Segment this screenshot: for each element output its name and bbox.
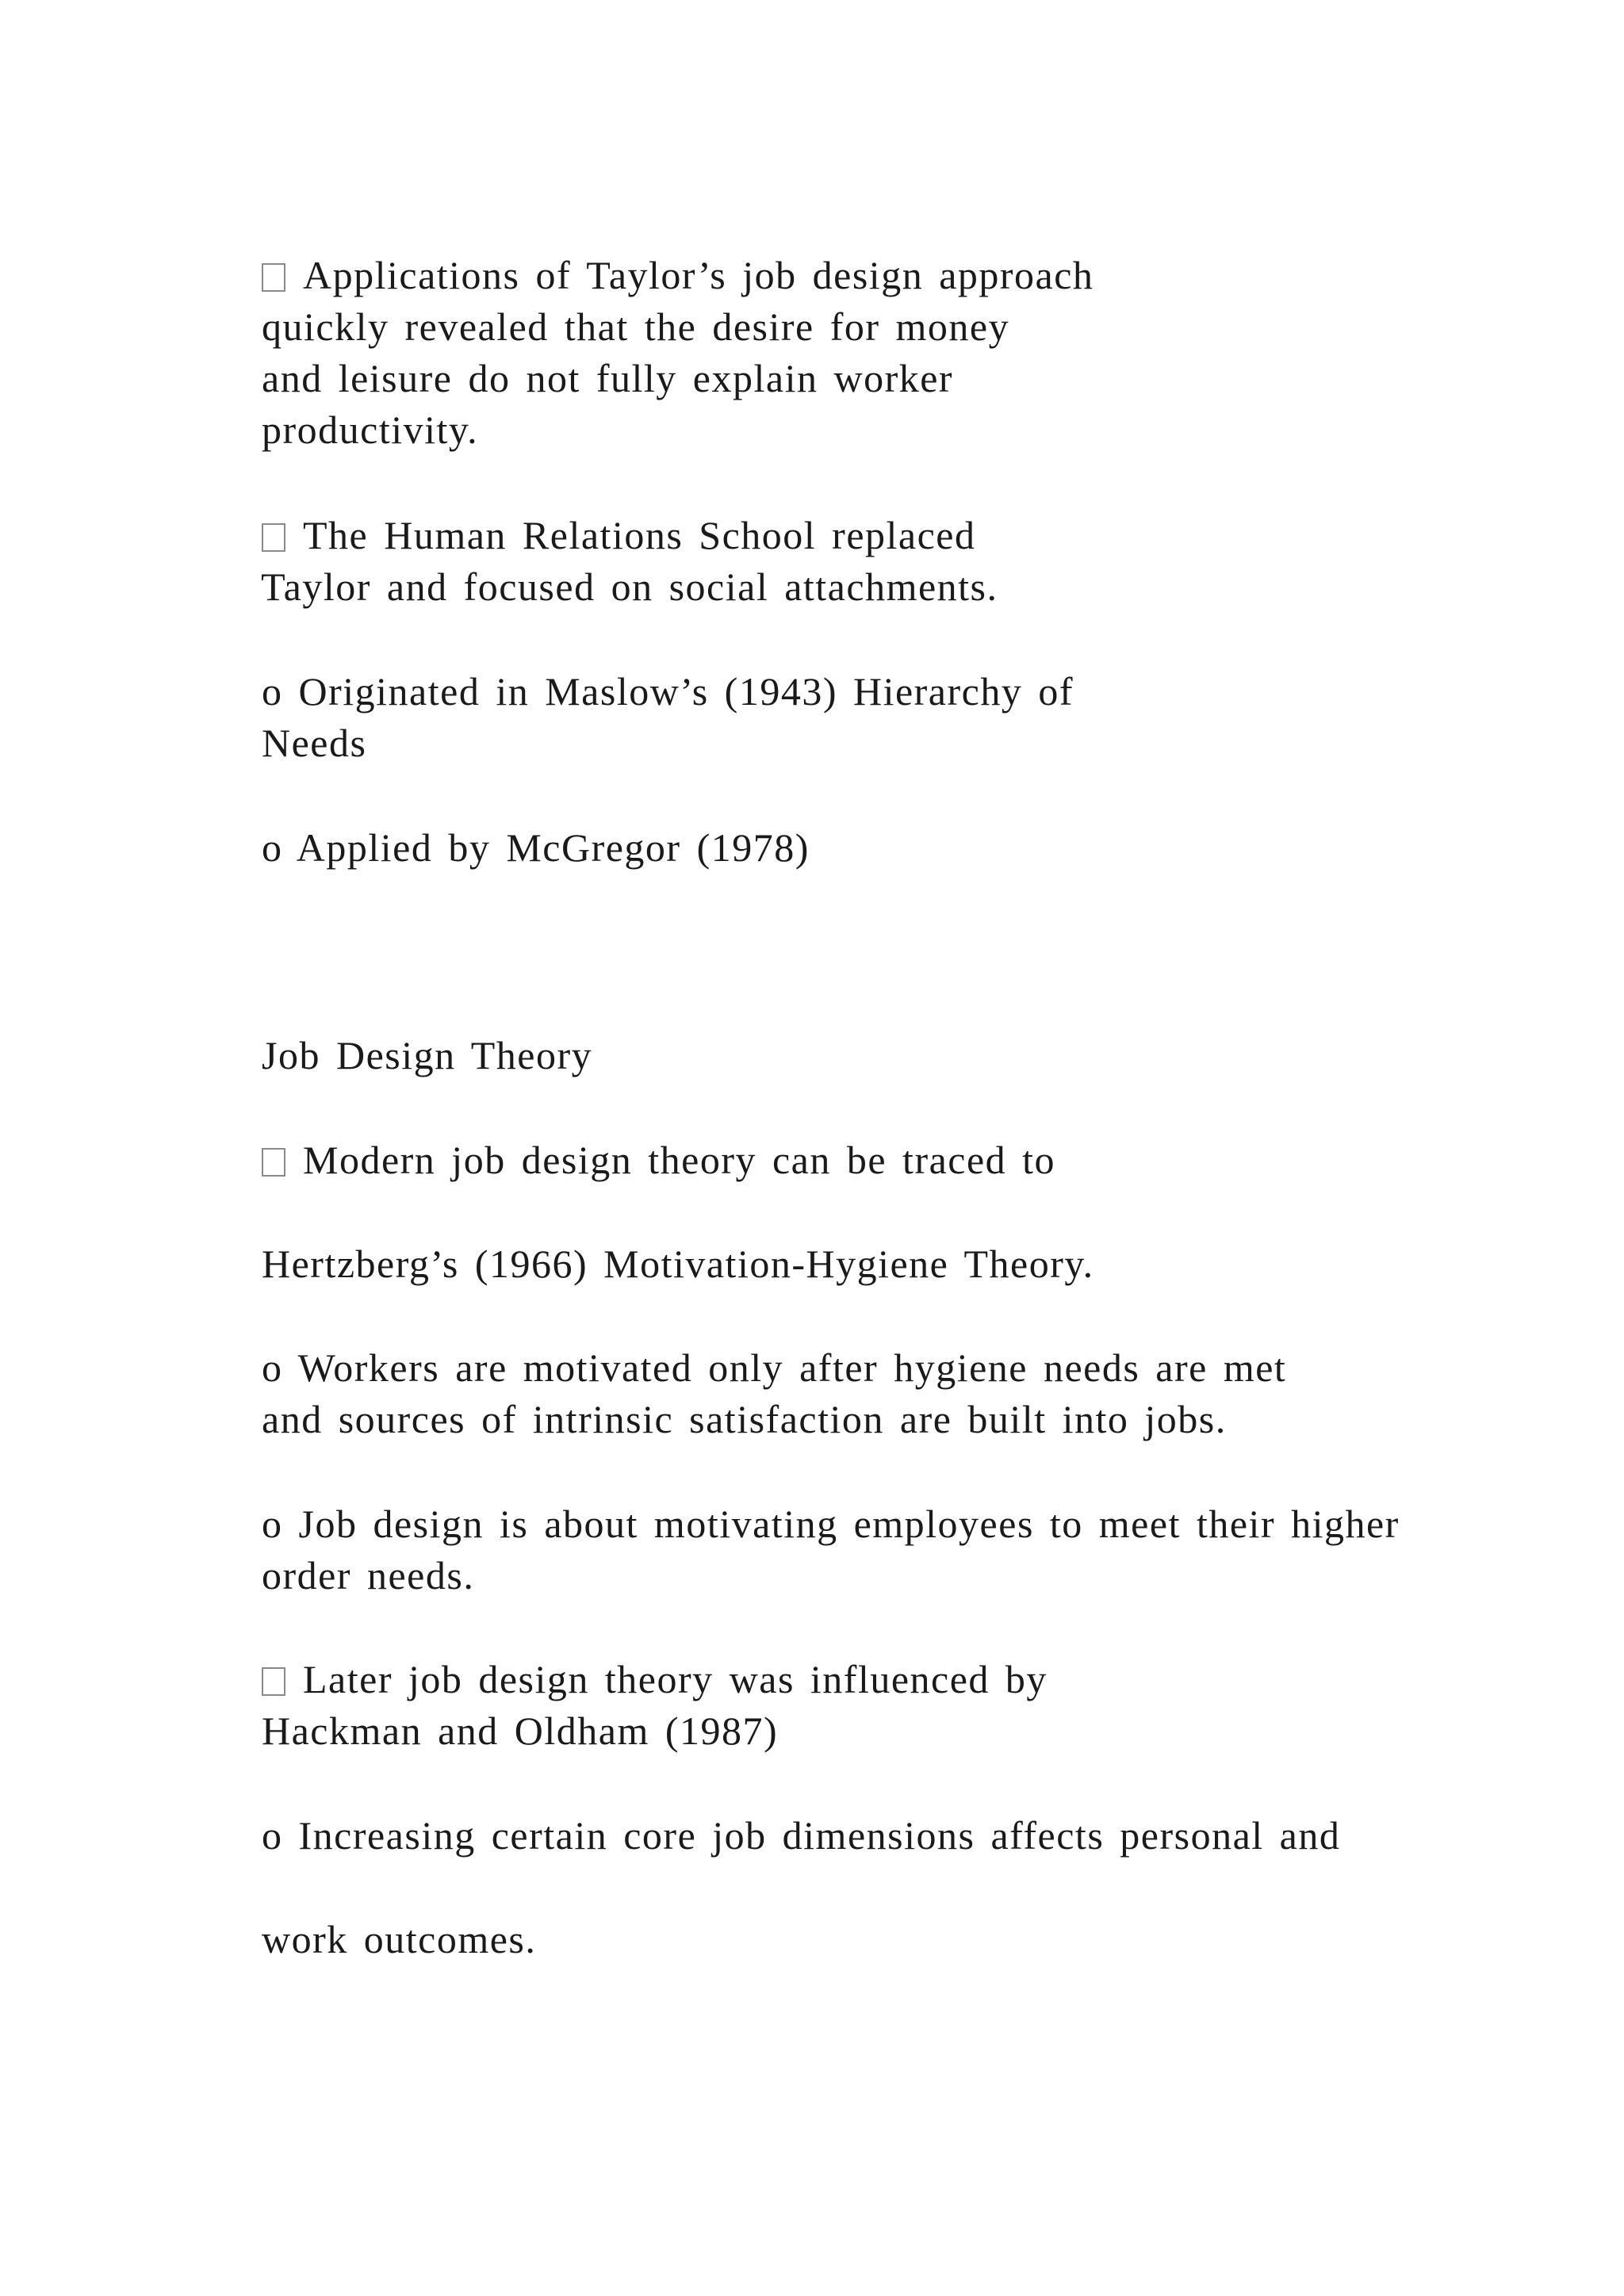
line-text: order needs. <box>262 1553 475 1598</box>
line-text: Hackman and Oldham (1987) <box>262 1709 779 1753</box>
line-text: Later job design theory was influenced by <box>303 1657 1048 1701</box>
line-text: Taylor and focused on social attachments. <box>261 564 998 609</box>
line-text: o Increasing certain core job dimensions affects personal and <box>262 1813 1341 1858</box>
line-text: o Originated in Maslow’s (1943) Hierarchy of <box>262 669 1074 714</box>
line-text: The Human Relations School replaced <box>303 513 976 557</box>
line-text: o Workers are motivated only after hygiene needs are met <box>262 1345 1287 1390</box>
line-text: and sources of intrinsic satisfaction are built into jobs. <box>262 1397 1227 1441</box>
text-line <box>198 1861 536 2018</box>
line-text: Needs <box>262 721 367 765</box>
line-text: Hertzberg’s (1966) Motivation-Hygiene Theory. <box>262 1242 1094 1286</box>
text-line <box>198 769 810 926</box>
line-text: productivity. <box>262 408 479 452</box>
line-text: Job Design Theory <box>262 1033 593 1077</box>
line-text: quickly revealed that the desire for money <box>262 304 1010 349</box>
line-text: o Applied by McGregor (1978) <box>262 825 810 870</box>
line-text: Applications of Taylor’s job design approach <box>303 253 1094 297</box>
line-text: work outcomes. <box>262 1917 537 1961</box>
line-text: Modern job design theory can be traced to <box>303 1138 1056 1182</box>
bullet-box-icon <box>262 1148 285 1177</box>
line-text: o Job design is about motivating employees to meet their higher <box>262 1502 1400 1546</box>
line-text: and leisure do not fully explain worker <box>262 356 954 400</box>
